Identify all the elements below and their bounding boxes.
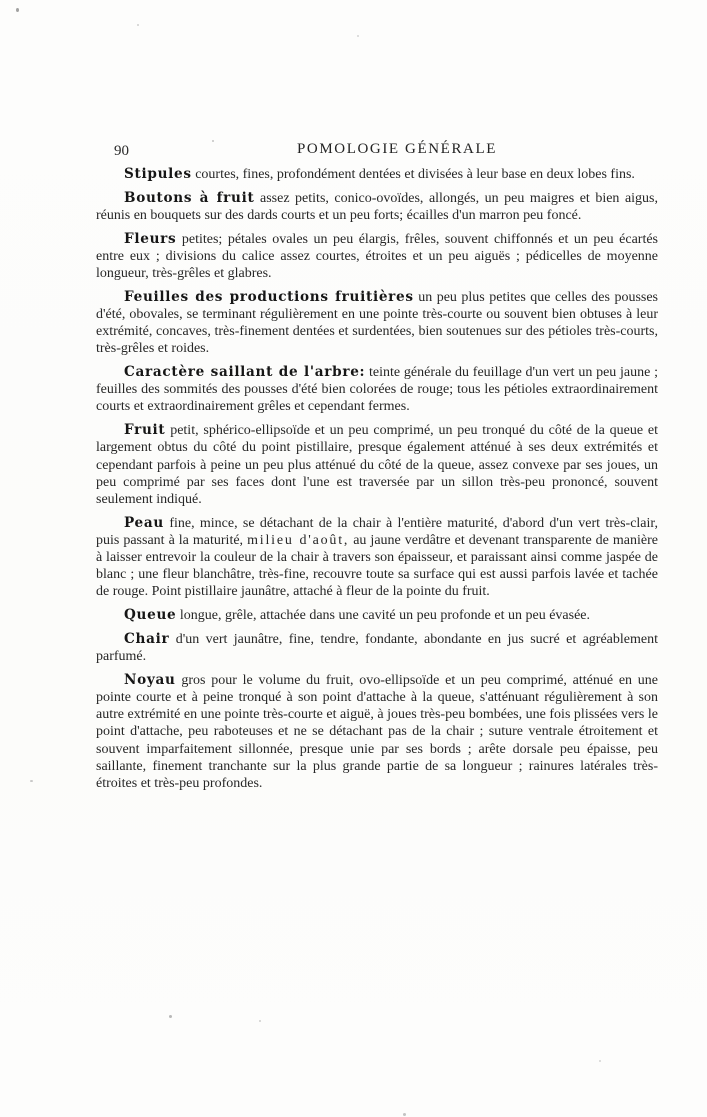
scan-speck <box>357 35 359 37</box>
scan-speck <box>599 1060 601 1062</box>
paragraph-text: un peu plus petites que celles des pousses d'été, obovales, se terminant régulièrement en une pointe très-courte ou souvent bien obtuses à leur extrémité, concaves, très-finement dentées et surdentées, bien soutenues sur des pétioles très-courts, très-grêles et roides. <box>96 289 659 357</box>
scan-speck <box>137 24 139 26</box>
page-header <box>96 141 658 163</box>
paragraph-fruit <box>96 422 658 508</box>
paragraph-noyau <box>96 672 658 792</box>
paragraph-text: petites; pétales ovales un peu élargis, frêles, souvent chiffonnés et un peu écartés entre eux ; divisions du calice assez courtes, étroites et un peu aiguës ; pédicelles de moyenne longueur, très-grêles et glabres. <box>96 231 659 282</box>
page-number: 90 <box>114 143 129 159</box>
paragraph-text: courtes, fines, profondément dentées et divisées à leur base en deux lobes fins. <box>195 167 635 182</box>
term-label: Feuilles des productions fruitières <box>124 288 414 305</box>
paragraph-chair <box>96 631 658 665</box>
emphasized-text: milieu d'août, <box>247 532 350 548</box>
term-label: Peau <box>124 514 164 531</box>
paragraph-text: teinte générale du feuillage d'un vert un peu jaune ; feuilles des sommités des pousses d'été bien colorées de rouge; tous les pétioles extraordinairement courts et extraordinairement grêles et cependant fermes. <box>96 365 659 415</box>
paragraph-queue <box>96 607 658 624</box>
term-label: Boutons à fruit <box>124 189 255 206</box>
running-title: POMOLOGIE GÉNÉRALE <box>296 141 498 157</box>
scan-speck <box>259 1020 261 1022</box>
term-label: Caractère saillant de l'arbre: <box>124 364 366 381</box>
scan-speck <box>403 1113 406 1116</box>
paragraph-text: petit, sphérico-ellipsoïde et un peu comprimé, un peu tronqué du côté de la queue et largement obtus du côté du point pistillaire, presque également atténué à ses deux extrémités et cependant parfois à peine un peu plus atténué du côté de la queue, assez convexe par ses joues, un peu comprimé par ses faces dont l'une est traversée par un sillon très-peu prononcé, souvent seulement indiqué. <box>96 423 658 507</box>
paragraph-peau <box>96 515 658 601</box>
term-label: Fruit <box>124 422 166 439</box>
scan-speck <box>16 8 19 12</box>
paragraph-text: assez petits, conico-ovoïdes, allongés, un peu maigres et bien aigus, réunis en bouquets sur des dards courts et un peu forts; écailles d'un marron peu foncé. <box>96 190 658 223</box>
paragraph-boutons-a-fruit <box>96 190 658 224</box>
term-label: Fleurs <box>124 230 177 247</box>
paragraph-text: gros pour le volume du fruit, ovo-ellipsoïde et un peu comprimé, atténué en une pointe courte et à peine tronqué à son point d'attache à la queue, s'atténuant régulièrement à son autre extrémité en une pointe très-courte et aiguë, à joues très-peu bombées, une fois plissées vers le point d'attache, peu raboteuses et ne se détachant pas de la chair ; suture ventrale étroitement et souvent imparfaitement sillonnée, presque unie par ses bords ; arête dorsale peu épaisse, peu saillante, finement tranchante sur la plus grande partie de sa longueur ; rainures latérales très-étroites et très-peu profondes. <box>96 672 659 791</box>
paragraph-text: au jaune verdâtre et devenant transparente de manière à laisser entrevoir la couleur de la chair à travers son épaisseur, et paraissant ainsi comme jaspée de blanc ; une fleur blanchâtre, très-fine, recouvre toute sa surface qui est aussi parfois lavée et tachée de rouge. Point pistillaire jaunâtre, attaché à fleur de la pointe du fruit. <box>96 532 658 600</box>
term-label: Stipules <box>124 166 192 182</box>
paragraph-text: fine, mince, se détachant de la chair à l'entière maturité, d'abord d'un vert très-clair, puis passant à la maturité, <box>96 515 659 548</box>
page-body <box>96 166 658 799</box>
term-label: Queue <box>124 607 177 624</box>
scan-speck <box>169 1015 172 1018</box>
term-label: Chair <box>124 630 170 647</box>
paragraph-feuilles <box>96 289 658 358</box>
paragraph-text: longue, grêle, attachée dans une cavité un peu profonde et un peu évasée. <box>179 608 591 624</box>
term-label: Noyau <box>124 671 176 688</box>
scan-speck <box>30 780 33 782</box>
paragraph-caractere-saillant <box>96 364 658 416</box>
paragraph-text: d'un vert jaunâtre, fine, tendre, fondante, abondante en jus sucré et agréablement parfumé. <box>96 631 658 665</box>
paragraph-stipules <box>96 166 658 183</box>
paragraph-fleurs <box>96 231 658 283</box>
